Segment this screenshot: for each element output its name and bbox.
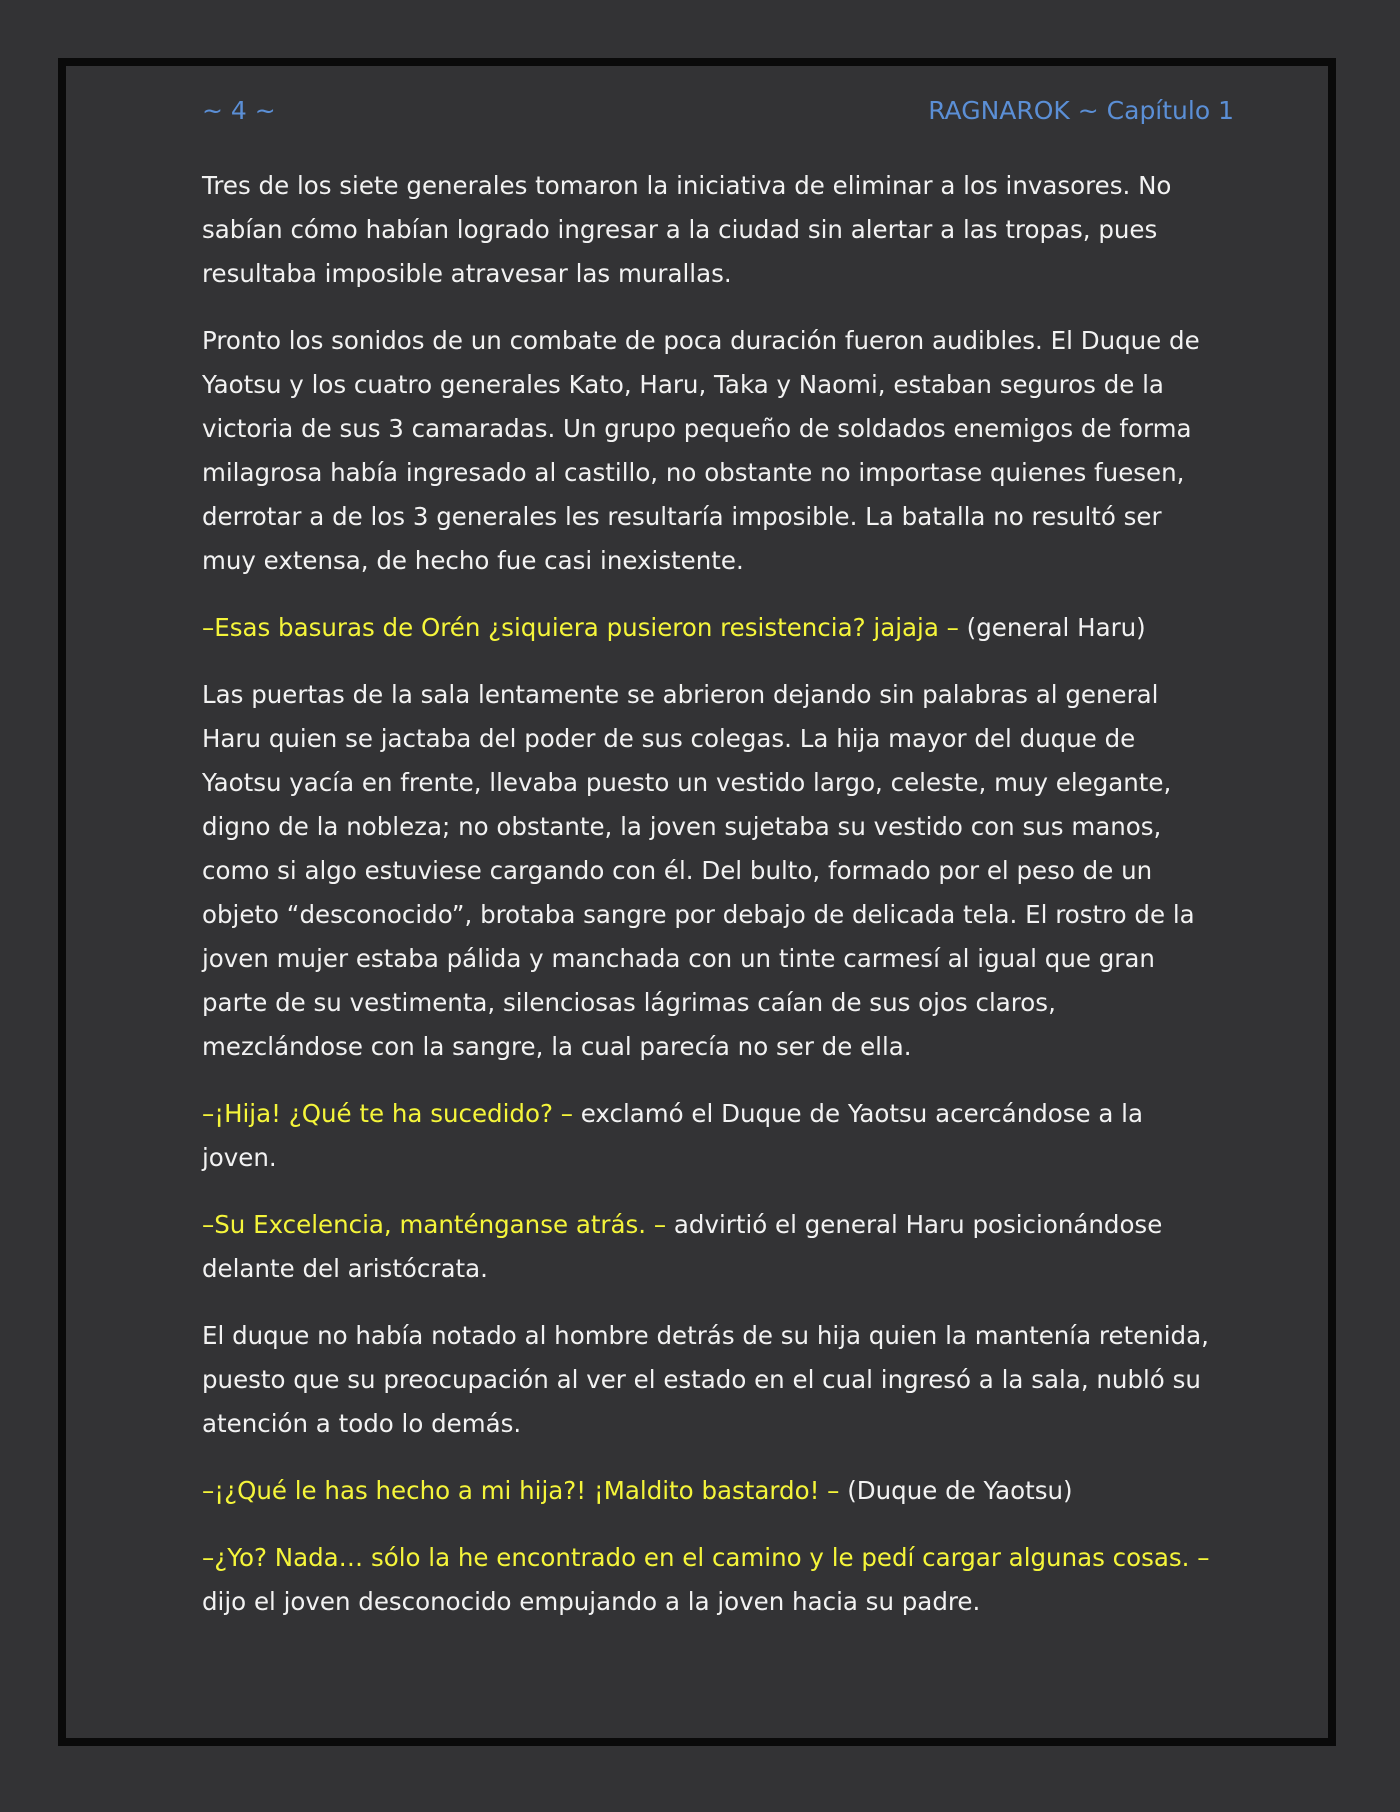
paragraph [202,673,1222,1069]
narration-text: El duque no había notado al hombre detrás de su hija quien la mantenía retenida, puesto que su preocupación al ver el estado en el cual ingresó a la sala, nubló su atención a todo lo demás. [202,1321,1209,1438]
dialogue-text: –Su Excelencia, manténganse atrás. – [202,1210,667,1239]
running-title: RAGNAROK ~ Capítulo 1 [928,96,1234,125]
paragraph [202,164,1222,296]
narration-text: (general Haru) [958,613,1146,642]
dialogue-paragraph [202,1203,1222,1291]
narration-text: dijo el joven desconocido empujando a la joven hacia su padre. [202,1587,981,1616]
narration-text: Las puertas de la sala lentamente se abrieron dejando sin palabras al general Haru quien se jactaba del poder de sus colegas. La hija mayor del duque de Yaotsu yacía en frente, llevaba puesto un vestido largo, celeste, muy elegante, digno de la nobleza; no obstante, la joven sujetaba su vestido con sus manos, como si algo estuviese cargando con él. Del bulto, formado por el peso de un objeto “desconocido”, brotaba sangre por debajo de delicada tela. El rostro de la joven mujer estaba pálida y manchada con un tinte carmesí al igual que gran parte de su vestimenta, silenciosas lágrimas caían de sus ojos claros, mezclándose con la sangre, la cual parecía no ser de ella. [202,680,1195,1061]
paragraph [202,1314,1222,1446]
page-header [202,88,1234,138]
page-number: ~ 4 ~ [202,96,276,125]
dialogue-paragraph [202,1536,1222,1624]
dialogue-text: –¡Hija! ¿Qué te ha sucedido? – [202,1099,573,1128]
narration-text: Tres de los siete generales tomaron la iniciativa de eliminar a los invasores. No sabían cómo habían logrado ingresar a la ciudad sin alertar a las tropas, pues resultaba imposible atravesar las murallas. [202,171,1172,288]
narration-text: (Duque de Yaotsu) [839,1476,1073,1505]
dialogue-text: –¿Yo? Nada… sólo la he encontrado en el camino y le pedí cargar algunas cosas. – [202,1543,1210,1572]
narration-text: advirtió el general Haru posicionándose delante del aristócrata. [202,1210,1163,1283]
dialogue-paragraph [202,606,1222,650]
paragraph [202,319,1222,583]
dialogue-paragraph [202,1469,1222,1513]
page-body [202,164,1222,1647]
narration-text: Pronto los sonidos de un combate de poca duración fueron audibles. El Duque de Yaotsu y los cuatro generales Kato, Haru, Taka y Naomi, estaban seguros de la victoria de sus 3 camaradas. Un grupo pequeño de soldados enemigos de forma milagrosa había ingresado al castillo, no obstante no importase quienes fuesen, derrotar a de los 3 generales les resultaría imposible. La batalla no resultó ser muy extensa, de hecho fue casi inexistente. [202,326,1200,575]
dialogue-paragraph [202,1092,1222,1180]
dialogue-text: –Esas basuras de Orén ¿siquiera pusieron resistencia? jajaja – [202,613,959,642]
document-page [58,58,1336,1746]
narration-text: exclamó el Duque de Yaotsu acercándose a la joven. [202,1099,1144,1172]
dialogue-text: –¡¿Qué le has hecho a mi hija?! ¡Maldito bastardo! – [202,1476,840,1505]
